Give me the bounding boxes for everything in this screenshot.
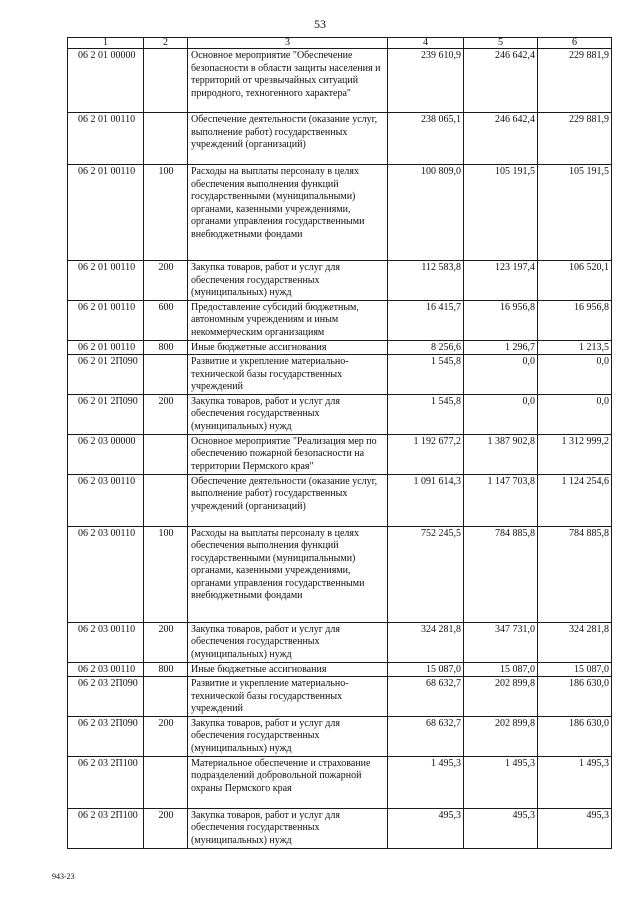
row-name: Закупка товаров, работ и услуг для обеспечения государственных (муниципальных) нужд — [188, 716, 388, 756]
page-number: 53 — [314, 17, 326, 31]
row-value-col4: 1 495,3 — [388, 756, 464, 808]
row-code: 06 2 03 00110 — [68, 526, 144, 622]
row-value-col4: 239 610,9 — [388, 49, 464, 113]
row-value-col5: 15 087,0 — [464, 662, 538, 677]
row-expense-type: 200 — [144, 716, 188, 756]
row-value-col5: 246 642,4 — [464, 49, 538, 113]
row-expense-type — [144, 113, 188, 165]
table-row — [68, 394, 612, 434]
row-value-col6: 1 312 999,2 — [538, 434, 612, 474]
row-name: Развитие и укрепление материально-технической базы государственных учреждений — [188, 355, 388, 395]
row-code: 06 2 01 00110 — [68, 165, 144, 261]
row-code: 06 2 01 2П090 — [68, 355, 144, 395]
column-number: 6 — [538, 38, 612, 49]
row-name: Основное мероприятие "Реализация мер по обеспечению пожарной безопасности на территории Пермского края" — [188, 434, 388, 474]
row-value-col4: 8 256,6 — [388, 340, 464, 355]
row-expense-type: 800 — [144, 340, 188, 355]
row-expense-type — [144, 355, 188, 395]
row-value-col5: 202 899,8 — [464, 716, 538, 756]
row-value-col6: 784 885,8 — [538, 526, 612, 622]
row-expense-type — [144, 474, 188, 526]
table-row — [68, 677, 612, 717]
row-value-col6: 1 124 254,6 — [538, 474, 612, 526]
row-value-col5: 0,0 — [464, 355, 538, 395]
row-value-col4: 68 632,7 — [388, 677, 464, 717]
row-name: Закупка товаров, работ и услуг для обеспечения государственных (муниципальных) нужд — [188, 394, 388, 434]
row-expense-type: 600 — [144, 300, 188, 340]
table-row — [68, 340, 612, 355]
row-code: 06 2 03 2П090 — [68, 677, 144, 717]
row-name: Основное мероприятие "Обеспечение безопасности в области защиты населения и территорий от чрезвычайных ситуаций природного, техногенного характера" — [188, 49, 388, 113]
row-value-col6: 495,3 — [538, 808, 612, 848]
row-name: Материальное обеспечение и страхование подразделений добровольной пожарной охраны Пермского края — [188, 756, 388, 808]
row-value-col5: 202 899,8 — [464, 677, 538, 717]
row-value-col6: 0,0 — [538, 355, 612, 395]
table-row — [68, 261, 612, 301]
row-code: 06 2 01 00110 — [68, 261, 144, 301]
table-row — [68, 622, 612, 662]
row-value-col6: 229 881,9 — [538, 113, 612, 165]
table-row — [68, 113, 612, 165]
column-number: 2 — [144, 38, 188, 49]
row-name: Расходы на выплаты персоналу в целях обеспечения выполнения функций государственными (муниципальными) органами, казенными учреждениями, органами управления государственными внебюджетными фондами — [188, 165, 388, 261]
table-row — [68, 165, 612, 261]
row-code: 06 2 01 00110 — [68, 113, 144, 165]
table-row — [68, 756, 612, 808]
row-value-col4: 495,3 — [388, 808, 464, 848]
row-name: Закупка товаров, работ и услуг для обеспечения государственных (муниципальных) нужд — [188, 261, 388, 301]
row-value-col5: 1 296,7 — [464, 340, 538, 355]
row-code: 06 2 03 2П100 — [68, 808, 144, 848]
row-value-col4: 1 091 614,3 — [388, 474, 464, 526]
row-value-col5: 105 191,5 — [464, 165, 538, 261]
row-value-col5: 347 731,0 — [464, 622, 538, 662]
row-value-col4: 68 632,7 — [388, 716, 464, 756]
row-code: 06 2 01 2П090 — [68, 394, 144, 434]
row-name: Обеспечение деятельности (оказание услуг, выполнение работ) государственных учреждений (организаций) — [188, 113, 388, 165]
row-value-col6: 15 087,0 — [538, 662, 612, 677]
row-value-col4: 1 192 677,2 — [388, 434, 464, 474]
row-value-col5: 1 387 902,8 — [464, 434, 538, 474]
row-value-col5: 16 956,8 — [464, 300, 538, 340]
row-value-col5: 1 147 703,8 — [464, 474, 538, 526]
row-code: 06 2 01 00000 — [68, 49, 144, 113]
row-value-col6: 16 956,8 — [538, 300, 612, 340]
row-value-col4: 15 087,0 — [388, 662, 464, 677]
row-code: 06 2 03 00110 — [68, 662, 144, 677]
row-code: 06 2 01 00110 — [68, 340, 144, 355]
row-value-col4: 752 245,5 — [388, 526, 464, 622]
row-value-col5: 123 197,4 — [464, 261, 538, 301]
row-value-col6: 186 630,0 — [538, 716, 612, 756]
row-value-col5: 784 885,8 — [464, 526, 538, 622]
row-value-col6: 186 630,0 — [538, 677, 612, 717]
row-expense-type: 200 — [144, 261, 188, 301]
table-row — [68, 526, 612, 622]
table-row — [68, 474, 612, 526]
row-expense-type: 200 — [144, 394, 188, 434]
row-value-col4: 16 415,7 — [388, 300, 464, 340]
table-row — [68, 662, 612, 677]
row-expense-type — [144, 49, 188, 113]
row-expense-type — [144, 677, 188, 717]
row-code: 06 2 03 2П100 — [68, 756, 144, 808]
row-value-col6: 1 213,5 — [538, 340, 612, 355]
row-value-col4: 1 545,8 — [388, 355, 464, 395]
row-name: Расходы на выплаты персоналу в целях обеспечения выполнения функций государственными (муниципальными) органами, казенными учреждениями, органами управления государственными внебюджетными фондами — [188, 526, 388, 622]
row-value-col6: 106 520,1 — [538, 261, 612, 301]
column-number: 1 — [68, 38, 144, 49]
row-value-col4: 100 809,0 — [388, 165, 464, 261]
column-number: 5 — [464, 38, 538, 49]
column-number: 4 — [388, 38, 464, 49]
row-expense-type: 100 — [144, 165, 188, 261]
row-name: Развитие и укрепление материально-технической базы государственных учреждений — [188, 677, 388, 717]
row-code: 06 2 03 00110 — [68, 622, 144, 662]
row-name: Иные бюджетные ассигнования — [188, 340, 388, 355]
table-row — [68, 434, 612, 474]
row-name: Закупка товаров, работ и услуг для обеспечения государственных (муниципальных) нужд — [188, 622, 388, 662]
row-code: 06 2 03 00110 — [68, 474, 144, 526]
column-number: 3 — [188, 38, 388, 49]
row-value-col4: 1 545,8 — [388, 394, 464, 434]
row-expense-type — [144, 756, 188, 808]
row-expense-type — [144, 434, 188, 474]
row-name: Закупка товаров, работ и услуг для обеспечения государственных (муниципальных) нужд — [188, 808, 388, 848]
row-code: 06 2 03 2П090 — [68, 716, 144, 756]
row-value-col4: 324 281,8 — [388, 622, 464, 662]
row-value-col6: 324 281,8 — [538, 622, 612, 662]
row-expense-type: 100 — [144, 526, 188, 622]
row-name: Предоставление субсидий бюджетным, автономным учреждениям и иным некоммерческим организациям — [188, 300, 388, 340]
row-expense-type: 200 — [144, 808, 188, 848]
row-expense-type: 200 — [144, 622, 188, 662]
row-expense-type: 800 — [144, 662, 188, 677]
row-name: Обеспечение деятельности (оказание услуг, выполнение работ) государственных учреждений (организаций) — [188, 474, 388, 526]
table-row — [68, 355, 612, 395]
budget-table — [67, 37, 612, 849]
row-value-col5: 495,3 — [464, 808, 538, 848]
row-value-col6: 0,0 — [538, 394, 612, 434]
row-value-col6: 1 495,3 — [538, 756, 612, 808]
row-code: 06 2 03 00000 — [68, 434, 144, 474]
row-value-col4: 112 583,8 — [388, 261, 464, 301]
table-row — [68, 49, 612, 113]
row-value-col5: 0,0 — [464, 394, 538, 434]
row-value-col4: 238 065,1 — [388, 113, 464, 165]
document-footer-code: 943-23 — [52, 872, 75, 881]
row-value-col6: 229 881,9 — [538, 49, 612, 113]
table-row — [68, 808, 612, 848]
row-code: 06 2 01 00110 — [68, 300, 144, 340]
table-row — [68, 300, 612, 340]
row-value-col5: 246 642,4 — [464, 113, 538, 165]
row-value-col6: 105 191,5 — [538, 165, 612, 261]
table-row — [68, 716, 612, 756]
row-value-col5: 1 495,3 — [464, 756, 538, 808]
row-name: Иные бюджетные ассигнования — [188, 662, 388, 677]
column-number-row — [68, 38, 612, 49]
